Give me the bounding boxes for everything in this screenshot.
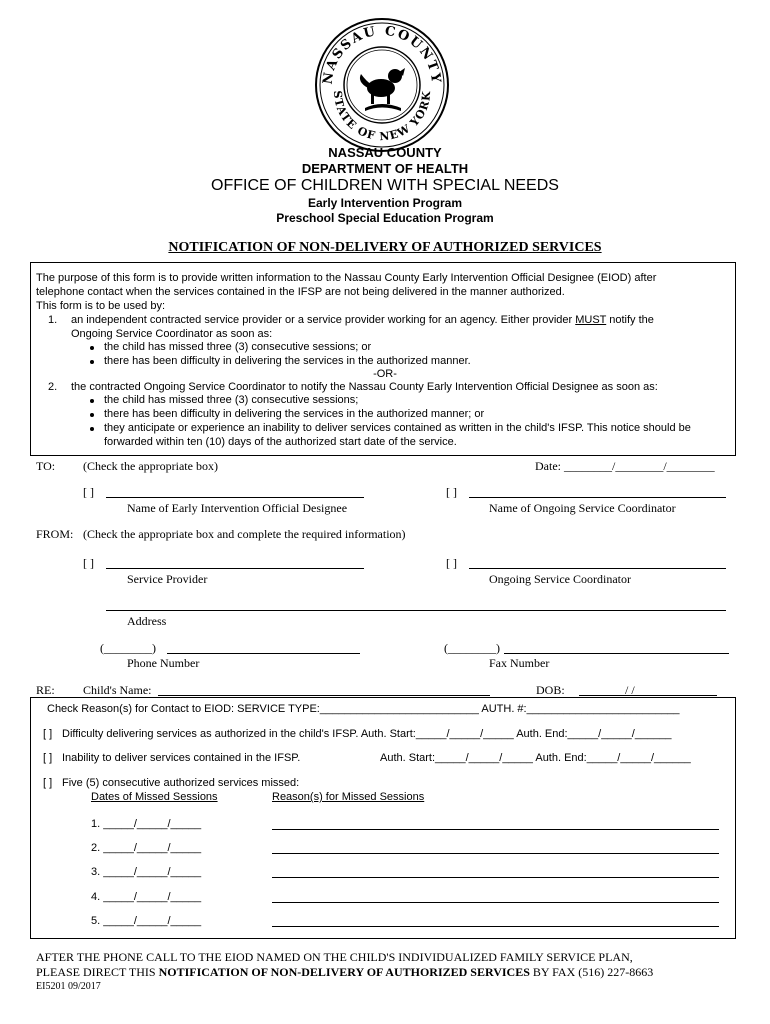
item1-number: 1. bbox=[48, 314, 58, 326]
reasons-header[interactable]: Check Reason(s) for Contact to EIOD: SERVICE TYPE:__________________________ AUTH. #:_________________________ bbox=[47, 703, 680, 715]
form-title: NOTIFICATION OF NON-DELIVERY OF AUTHORIZED SERVICES bbox=[168, 240, 602, 255]
missed-session-4-date[interactable]: 4. _____/_____/_____ bbox=[91, 891, 202, 903]
missed-session-2-reason[interactable] bbox=[272, 853, 719, 854]
phone-label: Phone Number bbox=[127, 656, 200, 670]
service-provider-checkbox[interactable]: [ ] bbox=[83, 556, 94, 570]
eiod-checkbox[interactable]: [ ] bbox=[83, 485, 94, 499]
form-code: EI5201 09/2017 bbox=[36, 981, 101, 992]
item1-line1 bbox=[71, 314, 654, 326]
missed-session-1-date[interactable]: 1. _____/_____/_____ bbox=[91, 818, 202, 830]
seal-graphic bbox=[313, 16, 451, 154]
bullet-icon bbox=[90, 399, 94, 403]
reason1-checkbox[interactable]: [ ] bbox=[43, 728, 53, 740]
missed-reasons-header: Reason(s) for Missed Sessions bbox=[272, 791, 425, 803]
footer-line2-a: PLEASE DIRECT THIS bbox=[36, 965, 159, 979]
item2-bullet-1: the child has missed three (3) consecutive sessions; bbox=[104, 394, 359, 406]
county-seal bbox=[313, 16, 451, 154]
bullet-icon bbox=[90, 413, 94, 417]
item1-line2: Ongoing Service Coordinator as soon as: bbox=[71, 328, 273, 340]
fax-number-line[interactable] bbox=[504, 653, 729, 654]
item2-line1: the contracted Ongoing Service Coordinator to notify the Nassau County Early Intervention Official Designee as soon as: bbox=[71, 381, 658, 393]
osc-name-label: Name of Ongoing Service Coordinator bbox=[489, 501, 676, 515]
item1-text-b: notify the bbox=[606, 314, 654, 326]
reason2-dates[interactable]: Auth. Start:_____/_____/_____ Auth. End:_____/_____/______ bbox=[380, 752, 691, 764]
bullet-icon bbox=[90, 427, 94, 431]
reason3-checkbox[interactable]: [ ] bbox=[43, 777, 53, 789]
county-name: NASSAU COUNTY bbox=[328, 145, 442, 160]
from-label: FROM: bbox=[36, 527, 74, 541]
footer-instruction-line2 bbox=[36, 965, 653, 980]
missed-session-3-date[interactable]: 3. _____/_____/_____ bbox=[91, 866, 202, 878]
osc-name-line[interactable] bbox=[469, 497, 726, 498]
from-instruction: (Check the appropriate box and complete the required information) bbox=[83, 527, 406, 541]
bullet-icon bbox=[90, 346, 94, 350]
office-name: OFFICE OF CHILDREN WITH SPECIAL NEEDS bbox=[211, 177, 559, 194]
dob-line[interactable] bbox=[579, 695, 717, 696]
reason3-text: Five (5) consecutive authorized services missed: bbox=[62, 777, 300, 789]
purpose-text-line1: The purpose of this form is to provide written information to the Nassau County Early Intervention Official Designee (EIOD) after bbox=[36, 272, 657, 284]
phone-number-line[interactable] bbox=[167, 653, 360, 654]
item1-text-a: an independent contracted service provider or a service provider working for an agency. Either provider bbox=[71, 314, 576, 326]
date-field[interactable]: Date: ________/________/________ bbox=[535, 459, 715, 473]
department-name: DEPARTMENT OF HEALTH bbox=[301, 161, 469, 176]
fax-area-code[interactable]: (________) bbox=[444, 641, 500, 655]
footer-line2-fax: BY FAX (516) 227-8663 bbox=[529, 965, 654, 979]
to-instruction: (Check the appropriate box) bbox=[83, 459, 218, 473]
footer-line2-title: NOTIFICATION OF NON-DELIVERY OF AUTHORIZED SERVICES bbox=[158, 965, 530, 979]
item2-number: 2. bbox=[48, 381, 58, 393]
missed-session-5-reason[interactable] bbox=[272, 926, 719, 927]
seal-outer-text: NASSAU COUNTY bbox=[320, 23, 444, 86]
item2-bullet-3: they anticipate or experience an inability to deliver services contained as written in the child's IFSP. This notice should be bbox=[104, 422, 691, 434]
re-label: RE: bbox=[36, 683, 55, 697]
purpose-text-line2: telephone contact when the services contained in the IFSP are not being delivered in the manner authorized. bbox=[36, 286, 565, 298]
missed-session-2-date[interactable]: 2. _____/_____/_____ bbox=[91, 842, 202, 854]
item1-bullet-1: the child has missed three (3) consecutive sessions; or bbox=[104, 341, 372, 353]
item1-must: MUST bbox=[575, 314, 607, 326]
dob-label: DOB: bbox=[536, 683, 565, 697]
program-name-1: Early Intervention Program bbox=[307, 196, 463, 210]
from-osc-line[interactable] bbox=[469, 568, 726, 569]
missed-session-5-date[interactable]: 5. _____/_____/_____ bbox=[91, 915, 202, 927]
dob-slashes: / / bbox=[625, 683, 635, 697]
missed-dates-header: Dates of Missed Sessions bbox=[91, 791, 218, 803]
item2-bullet-3-cont: forwarded within ten (10) days of the authorized start date of the service. bbox=[104, 436, 457, 448]
reason2-text: Inability to deliver services contained in the IFSP. bbox=[62, 752, 301, 764]
fax-label: Fax Number bbox=[489, 656, 550, 670]
eiod-name-line[interactable] bbox=[106, 497, 364, 498]
bullet-icon bbox=[90, 360, 94, 364]
item1-bullet-2: there has been difficulty in delivering the services in the authorized manner. bbox=[104, 355, 471, 367]
child-name-label: Child's Name: bbox=[83, 683, 152, 697]
from-osc-checkbox[interactable]: [ ] bbox=[446, 556, 457, 570]
missed-session-4-reason[interactable] bbox=[272, 902, 719, 903]
missed-session-3-reason[interactable] bbox=[272, 877, 719, 878]
footer-instruction-line1: AFTER THE PHONE CALL TO THE EIOD NAMED ON THE CHILD'S INDIVIDUALIZED FAMILY SERVICE PLAN, bbox=[36, 950, 633, 964]
address-label: Address bbox=[127, 614, 167, 628]
from-osc-label: Ongoing Service Coordinator bbox=[489, 572, 631, 586]
item2-bullet-2: there has been difficulty in delivering the services in the authorized manner; or bbox=[104, 408, 485, 420]
phone-area-code[interactable]: (________) bbox=[100, 641, 156, 655]
child-name-line[interactable] bbox=[158, 695, 490, 696]
address-line[interactable] bbox=[106, 610, 726, 611]
program-name-2: Preschool Special Education Program bbox=[276, 211, 494, 225]
purpose-text-line3: This form is to be used by: bbox=[36, 300, 165, 312]
reason1-text: Difficulty delivering services as authorized in the child's IFSP. Auth. Start:_____/_____/_____ Auth. End:_____/_____/______ bbox=[62, 728, 672, 740]
to-label: TO: bbox=[36, 459, 56, 473]
service-provider-label: Service Provider bbox=[127, 572, 208, 586]
service-provider-line[interactable] bbox=[106, 568, 364, 569]
seal-inner-text: STATE OF NEW YORK bbox=[330, 89, 434, 144]
svg-text:NASSAU COUNTY bbox=[321, 24, 444, 85]
missed-session-1-reason[interactable] bbox=[272, 829, 719, 830]
reason2-checkbox[interactable]: [ ] bbox=[43, 752, 53, 764]
eiod-name-label: Name of Early Intervention Official Designee bbox=[127, 501, 348, 515]
osc-checkbox[interactable]: [ ] bbox=[446, 485, 457, 499]
or-separator: -OR- bbox=[373, 368, 397, 380]
